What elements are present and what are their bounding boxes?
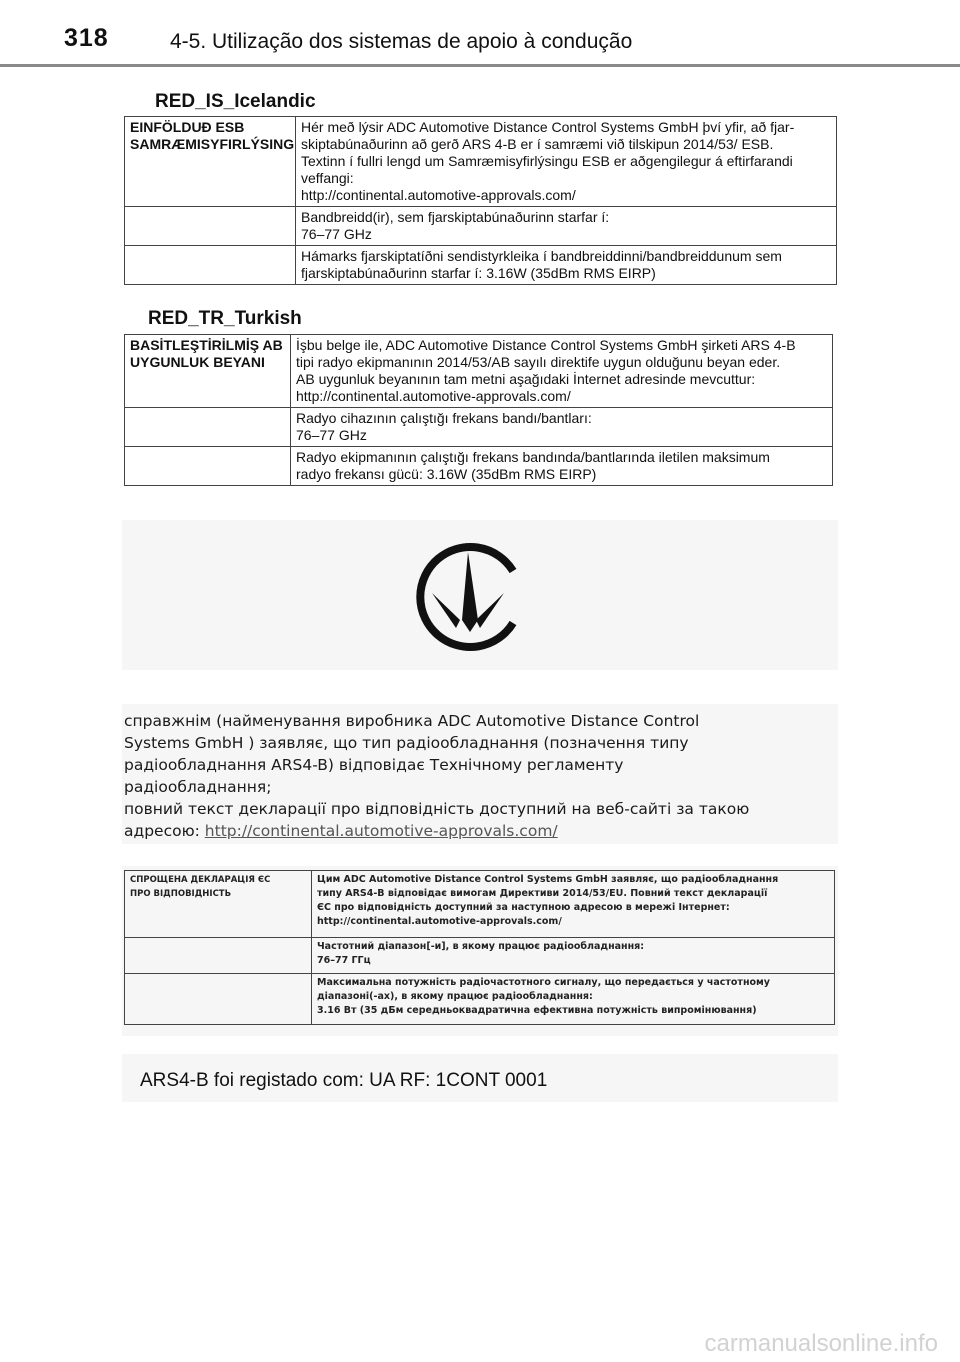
declaration-text-cell: İşbu belge ile, ADC Automotive Distance Control Systems GmbH şirketi ARS 4-B tipi radyo ekipmanının 2014/53/AB sayılı direktife uygun olduğunu beyan eder. AB uygunluk beyanının tam metni aşağıdaki İnternet adresinde mevcuttur: http://continental.automotive-approvals.com/ — [291, 335, 833, 408]
page-header — [0, 0, 960, 66]
ukrainian-declaration-text: справжнім (найменування виробника ADC Automotive Distance Control Systems GmbH ) заявляє, що тип радіообладнання (позначення типу радіообладнання ARS4-B) відповідає Технічному регламенту радіообладнання; повний текст декларації про відповідність доступний на веб-сайті за такою адресою: http://continental.automotive-approvals.com/ — [124, 712, 750, 840]
icelandic-heading: RED_IS_Icelandic — [155, 91, 316, 112]
table-row — [125, 871, 835, 938]
max-power-cell: Hámarks fjarskiptatíðni sendistyrkleika í bandbreiddinni/bandbreiddunum sem fjarskiptabúnaðurinn starfar í: 3.16W (35dBm RMS EIRP) — [296, 246, 837, 285]
section-title: 4-5. Utilização dos sistemas de apoio à condução — [170, 30, 633, 53]
empty-cell — [125, 447, 291, 486]
declaration-text-cell: Цим ADC Automotive Distance Control Systems GmbH заявляє, що радіообладнання типу ARS4-B відповідає вимогам Директиви 2014/53/EU. Повний текст декларації ЄС про відповідність доступний за наступною адресою в мережі Інтернет: http://continental.automotive-approvals.com/ — [312, 871, 835, 938]
frequency-band-cell: Radyo cihazının çalıştığı frekans bandı/bantları: 76–77 GHz — [291, 408, 833, 447]
ukraine-conformity-mark-icon — [410, 538, 528, 661]
declaration-label-cell: EINFÖLDUÐ ESB SAMRÆMISYFIRLÝSING — [125, 117, 296, 207]
declaration-label-cell: BASİTLEŞTİRİLMİŞ AB UYGUNLUK BEYANI — [125, 335, 291, 408]
empty-cell — [125, 408, 291, 447]
empty-cell — [125, 938, 312, 974]
header-divider — [0, 64, 960, 67]
table-row — [125, 335, 833, 408]
table-row — [125, 246, 837, 285]
frequency-band-cell: Частотний діапазон[-и], в якому працює радіообладнання: 76–77 ГГц — [312, 938, 835, 974]
turkish-declaration-table — [124, 334, 833, 486]
address-prefix: адресою: — [124, 822, 205, 840]
max-power-cell: Radyo ekipmanının çalıştığı frekans bandında/bantlarında iletilen maksimum radyo frekansı gücü: 3.16W (35dBm RMS EIRP) — [291, 447, 833, 486]
table-row — [125, 938, 835, 974]
table-row — [125, 207, 837, 246]
declaration-label-cell: СПРОЩЕНА ДЕКЛАРАЦІЯ ЄС ПРО ВІДПОВІДНІСТЬ — [125, 871, 312, 938]
table-row — [125, 408, 833, 447]
table-row — [125, 447, 833, 486]
icelandic-declaration-table — [124, 116, 837, 285]
page-number: 318 — [64, 24, 109, 52]
site-watermark: carmanualsonline.info — [704, 1330, 938, 1357]
ukrainian-declaration-table — [124, 870, 835, 1025]
registration-text: ARS4-B foi registado com: UA RF: 1CONT 0001 — [140, 1070, 548, 1091]
turkish-heading: RED_TR_Turkish — [148, 308, 302, 329]
empty-cell — [125, 246, 296, 285]
declaration-text-cell: Hér með lýsir ADC Automotive Distance Control Systems GmbH því yfir, að fjar- skiptabúnaðurinn að gerð ARS 4-B er í samræmi við tilskipun 2014/53/ ESB. Textinn í fullri lengd um Samræmisyfirlýsingu ESB er aðgengilegur á eftirfarandi veffangi: http://continental.automotive-approvals.com/ — [296, 117, 837, 207]
table-row — [125, 974, 835, 1025]
frequency-band-cell: Bandbreidd(ir), sem fjarskiptabúnaðurinn starfar í: 76–77 GHz — [296, 207, 837, 246]
approvals-link[interactable]: http://continental.automotive-approvals.com/ — [204, 822, 558, 840]
empty-cell — [125, 207, 296, 246]
empty-cell — [125, 974, 312, 1025]
max-power-cell: Максимальна потужність радіочастотного сигналу, що передається у частотному діапазоні(-ах), в якому працює радіообладнання: 3.16 Вт (35 дБм середньоквадратична ефективна потужність випромінювання) — [312, 974, 835, 1025]
table-row — [125, 117, 837, 207]
